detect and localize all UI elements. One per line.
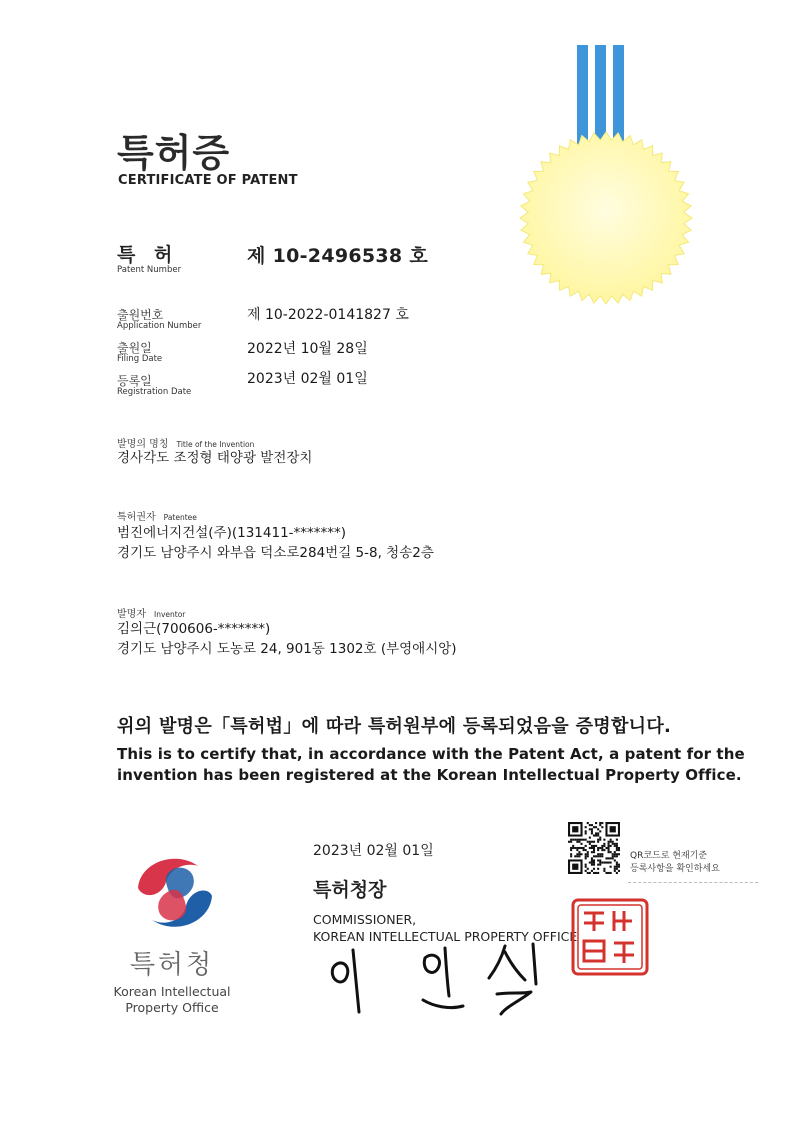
invention-title-value: 경사각도 조정형 태양광 발전장치 xyxy=(117,450,313,466)
registration-date-label-english: Registration Date xyxy=(117,387,192,397)
application-number-label-english: Application Number xyxy=(117,321,202,331)
registration-date-value: 2023년 02월 01일 xyxy=(247,371,368,387)
commissioner-signature xyxy=(325,940,555,1020)
kipo-logo-icon xyxy=(130,848,220,938)
certification-statement-english-line1: This is to certify that, in accordance with the Patent Act, a patent for the xyxy=(117,745,745,763)
office-name-english-line2: Property Office xyxy=(125,1000,219,1015)
qr-note-line2: 등록사항을 확인하세요 xyxy=(630,864,720,874)
inventor-name: 김의근(700606-*******) xyxy=(117,621,271,637)
commissioner-title-english-line1: COMMISSIONER, xyxy=(313,912,417,927)
inventor-label: 발명자 xyxy=(117,609,146,620)
patent-number-value: 제 10-2496538 호 xyxy=(247,245,429,267)
document-title-english: CERTIFICATE OF PATENT xyxy=(118,173,298,188)
registration-date-label: 등록일 xyxy=(117,374,152,388)
invention-title-label: 발명의 명칭 xyxy=(117,439,169,450)
commissioner-title-english-line2: KOREAN INTELLECTUAL PROPERTY OFFICE xyxy=(313,929,578,944)
patent-number-label: 특 허 xyxy=(117,244,179,266)
inventor-address: 경기도 남양주시 도농로 24, 901동 1302호 (부영애시앙) xyxy=(117,641,457,657)
filing-date-label-english: Filing Date xyxy=(117,354,163,364)
divider-line xyxy=(628,882,758,883)
invention-title-label-english: Title of the Invention xyxy=(176,440,255,449)
document-title: 특허증 xyxy=(117,131,231,175)
patent-number-label-english: Patent Number xyxy=(117,265,182,275)
filing-date-label: 출원일 xyxy=(117,341,152,355)
office-name-korean: 특허청 xyxy=(129,950,215,980)
office-name-english-line1: Korean Intellectual xyxy=(113,984,231,999)
patentee-label-english: Patentee xyxy=(163,513,197,522)
certification-statement-english-line2: invention has been registered at the Korean Intellectual Property Office. xyxy=(117,766,742,784)
patentee-label: 특허권자 xyxy=(117,512,156,523)
qr-code-icon[interactable] xyxy=(568,822,620,874)
gold-seal-medallion xyxy=(518,130,694,306)
patentee-address: 경기도 남양주시 와부읍 덕소로284번길 5-8, 청송2층 xyxy=(117,545,434,561)
official-red-seal xyxy=(570,897,650,977)
certification-statement-korean: 위의 발명은「특허법」에 따라 특허원부에 등록되었음을 증명합니다. xyxy=(117,716,672,737)
filing-date-value: 2022년 10월 28일 xyxy=(247,341,368,357)
commissioner-title-korean: 특허청장 xyxy=(313,879,387,901)
issue-date: 2023년 02월 01일 xyxy=(313,843,434,859)
application-number-label: 출원번호 xyxy=(117,308,164,322)
application-number-value: 제 10-2022-0141827 호 xyxy=(247,307,409,323)
qr-note-line1: QR코드로 현재기준 xyxy=(630,851,708,861)
inventor-label-english: Inventor xyxy=(153,610,186,619)
patentee-name: 범진에너지건설(주)(131411-*******) xyxy=(117,525,347,541)
